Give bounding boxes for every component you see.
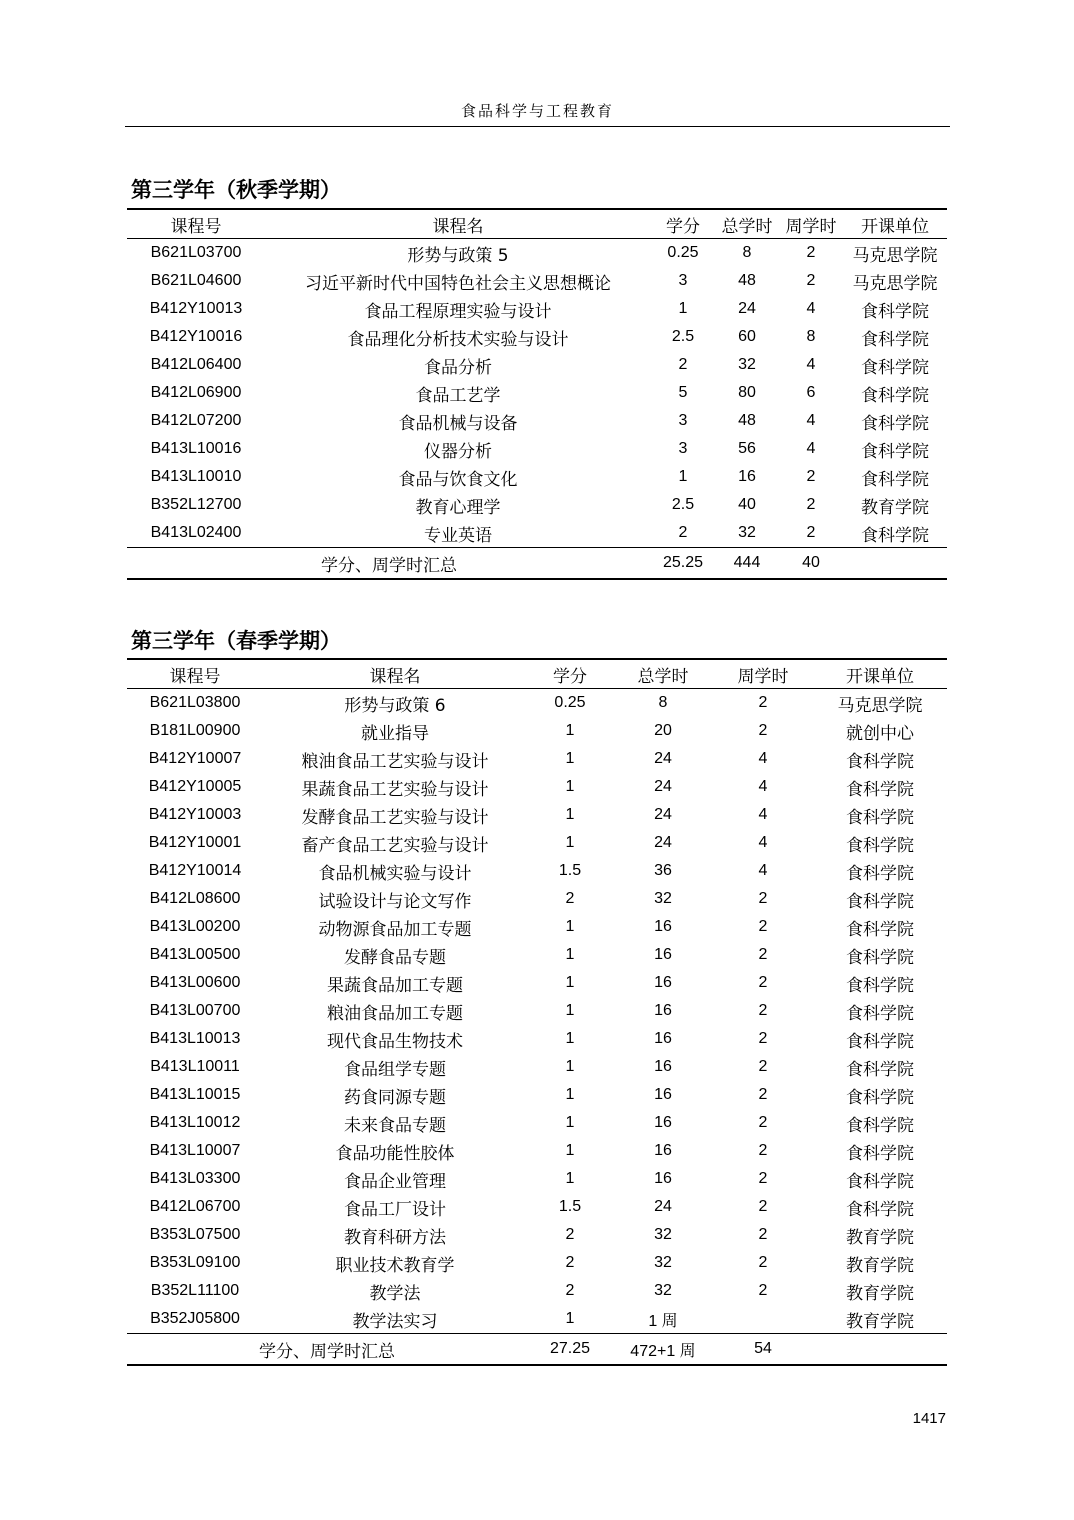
total-credits: 27.25 — [527, 1334, 613, 1366]
spring-section-title: 第三学年（春季学期） — [131, 629, 341, 653]
cell-weekly-hours: 4 — [806, 412, 816, 429]
cell-total-hours: 40 — [738, 496, 756, 513]
cell-credits: 1 — [565, 778, 575, 795]
cell-total-hours: 16 — [654, 1142, 672, 1159]
table-row — [127, 1277, 947, 1305]
header-credits: 学分 — [651, 209, 715, 239]
table-row — [127, 1249, 947, 1277]
cell-credits: 1 — [565, 1170, 575, 1187]
cell-credits: 1.5 — [558, 862, 582, 879]
spring-course-table — [127, 658, 947, 1366]
cell-total-hours: 16 — [654, 1170, 672, 1187]
cell-course-name: 药食同源专题 — [344, 1087, 446, 1108]
cell-course-code: B413L10010 — [150, 468, 242, 485]
cell-course-name: 发酵食品专题 — [344, 947, 446, 968]
cell-department: 食科学院 — [846, 751, 914, 772]
header-course-name: 课程名 — [265, 209, 651, 239]
table-header-row — [127, 659, 947, 689]
cell-course-code: B352J05800 — [150, 1310, 240, 1327]
cell-total-hours: 32 — [738, 356, 756, 373]
cell-course-code: B412L06400 — [150, 356, 242, 373]
cell-course-name: 食品企业管理 — [344, 1171, 446, 1192]
cell-course-name: 食品工艺学 — [415, 385, 501, 406]
cell-course-name: 食品组学专题 — [344, 1059, 446, 1080]
table-row — [127, 1081, 947, 1109]
cell-department: 教育学院 — [846, 1311, 914, 1332]
table-row — [127, 295, 947, 323]
table-row — [127, 267, 947, 295]
cell-course-code: B412Y10016 — [149, 328, 243, 345]
cell-weekly-hours: 2 — [758, 918, 768, 935]
cell-total-hours: 8 — [742, 244, 752, 261]
table-row — [127, 941, 947, 969]
cell-weekly-hours: 4 — [806, 440, 816, 457]
page-number: 1417 — [912, 1410, 946, 1427]
table-row — [127, 435, 947, 463]
cell-course-code: B412L06900 — [150, 384, 242, 401]
cell-credits: 3 — [678, 272, 688, 289]
cell-course-name: 形势与政策 6 — [344, 695, 446, 716]
table-row — [127, 913, 947, 941]
cell-total-hours: 8 — [658, 694, 668, 711]
table-row — [127, 829, 947, 857]
cell-weekly-hours: 2 — [806, 496, 816, 513]
total-hours: 444 — [715, 548, 779, 580]
cell-credits: 2 — [565, 1226, 575, 1243]
cell-credits: 1 — [565, 1142, 575, 1159]
cell-course-name: 教育科研方法 — [344, 1227, 446, 1248]
table-row — [127, 997, 947, 1025]
cell-course-name: 专业英语 — [424, 525, 492, 546]
cell-credits: 1 — [678, 300, 688, 317]
cell-department: 食科学院 — [861, 525, 929, 546]
cell-credits: 3 — [678, 440, 688, 457]
cell-total-hours: 16 — [654, 1002, 672, 1019]
cell-course-name: 仪器分析 — [424, 441, 492, 462]
cell-department: 食科学院 — [861, 357, 929, 378]
cell-total-hours: 24 — [738, 300, 756, 317]
cell-department: 食科学院 — [861, 301, 929, 322]
cell-department: 教育学院 — [846, 1255, 914, 1276]
cell-weekly-hours: 2 — [758, 1086, 768, 1103]
cell-course-name: 教学法 — [369, 1283, 421, 1304]
cell-course-name: 未来食品专题 — [344, 1115, 446, 1136]
cell-course-code: B413L00200 — [149, 918, 241, 935]
cell-course-name: 食品与饮食文化 — [398, 469, 518, 490]
cell-course-code: B181L00900 — [149, 722, 241, 739]
cell-credits: 0.25 — [667, 244, 699, 261]
header-credits: 学分 — [527, 659, 613, 689]
cell-weekly-hours: 2 — [758, 1058, 768, 1075]
table-header-row — [127, 209, 947, 239]
cell-total-hours: 32 — [654, 890, 672, 907]
cell-total-hours: 60 — [738, 328, 756, 345]
cell-weekly-hours: 8 — [806, 328, 816, 345]
cell-credits: 1.5 — [558, 1198, 582, 1215]
cell-credits: 2 — [565, 890, 575, 907]
header-total-hours: 总学时 — [613, 659, 713, 689]
cell-weekly-hours: 4 — [758, 862, 768, 879]
cell-course-code: B412L07200 — [150, 412, 242, 429]
cell-department: 食科学院 — [846, 1143, 914, 1164]
cell-course-name: 教学法实习 — [352, 1311, 438, 1332]
cell-department: 食科学院 — [846, 863, 914, 884]
cell-weekly-hours: 4 — [758, 834, 768, 851]
cell-course-code: B413L10016 — [150, 440, 242, 457]
cell-weekly-hours: 2 — [758, 722, 768, 739]
cell-department: 食科学院 — [846, 947, 914, 968]
cell-credits: 0.25 — [554, 694, 586, 711]
cell-credits: 1 — [565, 918, 575, 935]
cell-weekly-hours: 4 — [806, 356, 816, 373]
cell-credits: 1 — [565, 806, 575, 823]
cell-department: 教育学院 — [861, 497, 929, 518]
cell-credits: 2.5 — [671, 496, 695, 513]
cell-credits: 1 — [678, 468, 688, 485]
cell-total-hours: 24 — [654, 778, 672, 795]
cell-weekly-hours: 2 — [758, 946, 768, 963]
cell-course-code: B413L00700 — [149, 1002, 241, 1019]
cell-weekly-hours: 4 — [806, 300, 816, 317]
cell-total-hours: 48 — [738, 412, 756, 429]
cell-weekly-hours: 2 — [758, 1282, 768, 1299]
table-row — [127, 351, 947, 379]
cell-course-name: 动物源食品加工专题 — [318, 919, 472, 940]
header-total-hours: 总学时 — [715, 209, 779, 239]
cell-course-code: B412Y10014 — [148, 862, 242, 879]
cell-weekly-hours: 2 — [758, 1114, 768, 1131]
cell-credits: 1 — [565, 974, 575, 991]
table-row — [127, 689, 947, 718]
cell-credits: 2 — [565, 1282, 575, 1299]
cell-department: 食科学院 — [861, 469, 929, 490]
cell-department: 食科学院 — [846, 1115, 914, 1136]
table-row — [127, 1305, 947, 1334]
cell-credits: 2 — [678, 524, 688, 541]
total-row — [127, 1334, 947, 1366]
cell-course-name: 食品工厂设计 — [344, 1199, 446, 1220]
cell-department: 食科学院 — [846, 835, 914, 856]
cell-total-hours: 16 — [654, 918, 672, 935]
cell-credits: 1 — [565, 1058, 575, 1075]
cell-weekly-hours: 2 — [758, 890, 768, 907]
table-row — [127, 745, 947, 773]
cell-department: 就创中心 — [846, 723, 914, 744]
cell-total-hours: 80 — [738, 384, 756, 401]
cell-total-hours: 1 周 — [648, 1312, 678, 1330]
cell-course-name: 粮油食品工艺实验与设计 — [301, 751, 489, 772]
cell-total-hours: 24 — [654, 806, 672, 823]
cell-department: 食科学院 — [846, 1171, 914, 1192]
cell-course-code: B413L02400 — [150, 524, 242, 541]
cell-weekly-hours: 2 — [758, 1030, 768, 1047]
table-row — [127, 1193, 947, 1221]
cell-total-hours: 32 — [738, 524, 756, 541]
cell-course-code: B352L11100 — [150, 1282, 240, 1299]
cell-course-name: 就业指导 — [361, 723, 429, 744]
cell-department: 食科学院 — [846, 975, 914, 996]
cell-course-name: 果蔬食品加工专题 — [327, 975, 463, 996]
cell-department: 教育学院 — [846, 1227, 914, 1248]
cell-course-code: B413L00600 — [149, 974, 241, 991]
cell-department: 食科学院 — [861, 441, 929, 462]
cell-total-hours: 24 — [654, 750, 672, 767]
autumn-section-title: 第三学年（秋季学期） — [131, 178, 341, 202]
header-course-code: 课程号 — [127, 209, 265, 239]
cell-total-hours: 16 — [738, 468, 756, 485]
total-label: 学分、周学时汇总 — [127, 1334, 527, 1366]
cell-credits: 1 — [565, 1002, 575, 1019]
cell-weekly-hours: 2 — [758, 1226, 768, 1243]
cell-course-code: B412Y10005 — [148, 778, 242, 795]
cell-credits: 1 — [565, 1030, 575, 1047]
cell-course-name: 粮油食品加工专题 — [327, 1003, 463, 1024]
cell-course-name: 食品工程原理实验与设计 — [364, 301, 552, 322]
cell-total-hours: 16 — [654, 1058, 672, 1075]
cell-course-code: B413L10007 — [149, 1142, 241, 1159]
cell-department: 食科学院 — [846, 1003, 914, 1024]
cell-course-code: B352L12700 — [150, 496, 242, 513]
cell-total-hours: 20 — [654, 722, 672, 739]
cell-course-name: 现代食品生物技术 — [327, 1031, 463, 1052]
cell-weekly-hours: 2 — [806, 468, 816, 485]
cell-weekly-hours: 2 — [758, 1142, 768, 1159]
total-weekly-hours: 54 — [713, 1334, 813, 1366]
cell-weekly-hours: 4 — [758, 806, 768, 823]
header-course-name: 课程名 — [263, 659, 527, 689]
cell-department: 马克思学院 — [852, 273, 938, 294]
total-department — [843, 548, 947, 580]
cell-total-hours: 24 — [654, 1198, 672, 1215]
table-row — [127, 1053, 947, 1081]
cell-course-code: B621L03800 — [149, 694, 241, 711]
cell-course-code: B621L03700 — [150, 244, 242, 261]
cell-department: 食科学院 — [846, 1199, 914, 1220]
cell-weekly-hours: 4 — [758, 778, 768, 795]
cell-department: 食科学院 — [846, 779, 914, 800]
cell-course-code: B413L10011 — [150, 1058, 240, 1075]
cell-course-code: B353L07500 — [149, 1226, 241, 1243]
cell-course-code: B412Y10003 — [148, 806, 242, 823]
cell-credits: 1 — [565, 1114, 575, 1131]
cell-department: 食科学院 — [861, 413, 929, 434]
table-row — [127, 801, 947, 829]
total-weekly-hours: 40 — [779, 548, 843, 580]
cell-weekly-hours — [713, 1305, 813, 1334]
cell-course-name: 食品分析 — [424, 357, 492, 378]
cell-department: 食科学院 — [846, 919, 914, 940]
cell-department: 食科学院 — [861, 385, 929, 406]
cell-course-name: 习近平新时代中国特色社会主义思想概论 — [305, 273, 611, 294]
cell-credits: 2 — [565, 1254, 575, 1271]
cell-total-hours: 24 — [654, 834, 672, 851]
cell-course-name: 食品机械与设备 — [398, 413, 518, 434]
table-row — [127, 717, 947, 745]
table-row — [127, 463, 947, 491]
table-row — [127, 885, 947, 913]
cell-total-hours: 32 — [654, 1226, 672, 1243]
table-row — [127, 1137, 947, 1165]
table-row — [127, 323, 947, 351]
cell-total-hours: 16 — [654, 1114, 672, 1131]
cell-department: 教育学院 — [846, 1283, 914, 1304]
header-department: 开课单位 — [813, 659, 947, 689]
cell-credits: 1 — [565, 750, 575, 767]
cell-total-hours: 36 — [654, 862, 672, 879]
cell-weekly-hours: 2 — [758, 1198, 768, 1215]
header-weekly-hours: 周学时 — [779, 209, 843, 239]
cell-course-code: B413L10015 — [149, 1086, 241, 1103]
table-row — [127, 857, 947, 885]
cell-weekly-hours: 2 — [806, 524, 816, 541]
table-row — [127, 519, 947, 548]
cell-course-name: 教育心理学 — [415, 497, 501, 518]
cell-department: 食科学院 — [846, 891, 914, 912]
cell-course-code: B412Y10001 — [148, 834, 242, 851]
total-credits: 25.25 — [651, 548, 715, 580]
cell-total-hours: 16 — [654, 974, 672, 991]
cell-course-code: B412Y10007 — [148, 750, 242, 767]
total-row — [127, 548, 947, 580]
cell-credits: 1 — [565, 1310, 575, 1327]
cell-course-code: B413L10012 — [149, 1114, 241, 1131]
cell-course-code: B413L10013 — [149, 1030, 241, 1047]
cell-course-name: 畜产食品工艺实验与设计 — [301, 835, 489, 856]
table-row — [127, 773, 947, 801]
cell-weekly-hours: 2 — [758, 1002, 768, 1019]
cell-course-code: B413L00500 — [149, 946, 241, 963]
cell-department: 食科学院 — [846, 807, 914, 828]
cell-credits: 1 — [565, 1086, 575, 1103]
cell-course-code: B412Y10013 — [149, 300, 243, 317]
cell-course-name: 食品理化分析技术实验与设计 — [347, 329, 569, 350]
cell-course-code: B621L04600 — [150, 272, 242, 289]
cell-course-name: 职业技术教育学 — [335, 1255, 455, 1276]
cell-credits: 1 — [565, 946, 575, 963]
total-department — [813, 1334, 947, 1366]
cell-course-name: 试验设计与论文写作 — [318, 891, 472, 912]
total-label: 学分、周学时汇总 — [127, 548, 651, 580]
table-row — [127, 1221, 947, 1249]
table-row — [127, 239, 947, 268]
cell-weekly-hours: 2 — [758, 1170, 768, 1187]
cell-course-name: 食品机械实验与设计 — [318, 863, 472, 884]
cell-course-name: 食品功能性胶体 — [335, 1143, 455, 1164]
header-course-code: 课程号 — [127, 659, 263, 689]
cell-department: 食科学院 — [846, 1087, 914, 1108]
cell-course-code: B413L03300 — [149, 1170, 241, 1187]
cell-course-code: B412L08600 — [149, 890, 241, 907]
cell-total-hours: 56 — [738, 440, 756, 457]
cell-course-name: 发酵食品工艺实验与设计 — [301, 807, 489, 828]
cell-total-hours: 16 — [654, 1086, 672, 1103]
running-header: 食品科学与工程教育 — [125, 100, 950, 127]
cell-course-name: 果蔬食品工艺实验与设计 — [301, 779, 489, 800]
cell-course-code: B353L09100 — [149, 1254, 241, 1271]
cell-weekly-hours: 2 — [806, 272, 816, 289]
cell-weekly-hours: 2 — [758, 694, 768, 711]
total-hours: 472+1 周 — [613, 1334, 713, 1366]
cell-credits: 1 — [565, 722, 575, 739]
cell-department: 马克思学院 — [837, 695, 923, 716]
table-row — [127, 969, 947, 997]
cell-total-hours: 16 — [654, 946, 672, 963]
header-department: 开课单位 — [843, 209, 947, 239]
table-row — [127, 491, 947, 519]
table-row — [127, 1109, 947, 1137]
cell-weekly-hours: 2 — [758, 1254, 768, 1271]
table-row — [127, 407, 947, 435]
cell-department: 食科学院 — [846, 1059, 914, 1080]
table-row — [127, 379, 947, 407]
cell-weekly-hours: 4 — [758, 750, 768, 767]
cell-credits: 3 — [678, 412, 688, 429]
table-row — [127, 1025, 947, 1053]
cell-department: 马克思学院 — [852, 245, 938, 266]
cell-credits: 2 — [678, 356, 688, 373]
cell-total-hours: 32 — [654, 1254, 672, 1271]
cell-credits: 2.5 — [671, 328, 695, 345]
cell-total-hours: 16 — [654, 1030, 672, 1047]
table-row — [127, 1165, 947, 1193]
cell-weekly-hours: 2 — [806, 244, 816, 261]
autumn-course-table — [127, 208, 947, 580]
cell-credits: 1 — [565, 834, 575, 851]
cell-department: 食科学院 — [846, 1031, 914, 1052]
cell-weekly-hours: 2 — [758, 974, 768, 991]
cell-credits: 5 — [678, 384, 688, 401]
cell-course-name: 形势与政策 5 — [407, 245, 509, 266]
cell-weekly-hours: 6 — [806, 384, 816, 401]
header-weekly-hours: 周学时 — [713, 659, 813, 689]
cell-course-code: B412L06700 — [149, 1198, 241, 1215]
cell-total-hours: 32 — [654, 1282, 672, 1299]
cell-total-hours: 48 — [738, 272, 756, 289]
cell-department: 食科学院 — [861, 329, 929, 350]
